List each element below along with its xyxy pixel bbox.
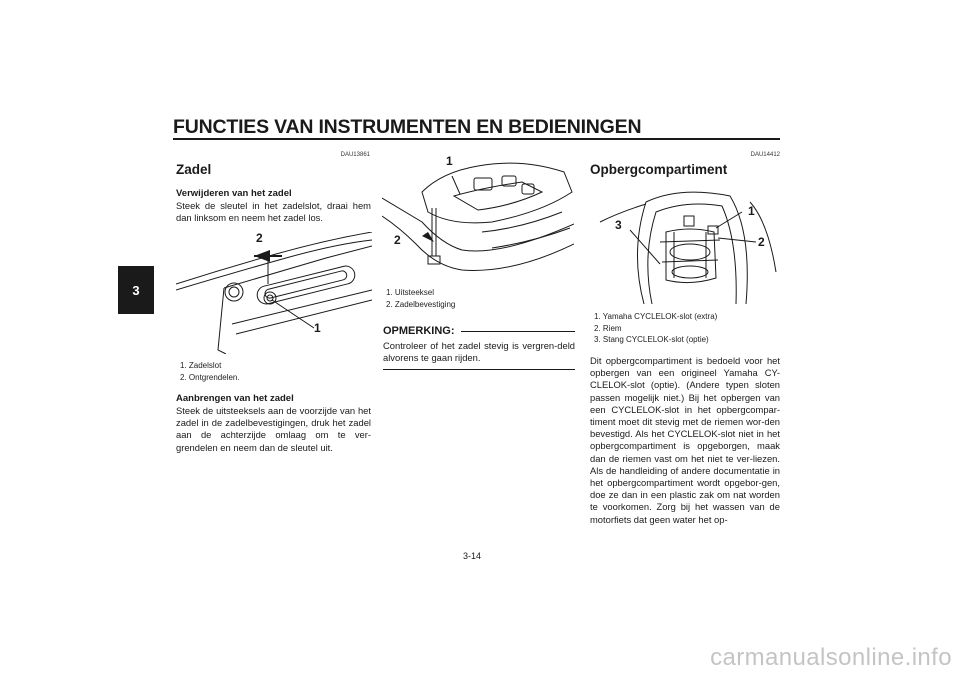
page-number: 3-14 <box>463 551 482 561</box>
caption-item: 1. Zadelslot <box>180 361 222 370</box>
caption-item: 1. Uitsteeksel <box>386 288 435 297</box>
note-heading-label: OPMERKING: <box>383 325 455 337</box>
note-heading-rule <box>461 331 576 332</box>
figure-caption-list <box>386 287 455 310</box>
callout-1-fig2: 1 <box>446 154 453 168</box>
paragraph-install-seat: Steek de uitsteeksels aan de voorzijde van het zadel in de zadelbevestigingen, druk het zadel aan de achterzijde omlaag om te ver-grendelen en neem dan de sleutel uit. <box>176 405 371 453</box>
section-title-opbergcompartiment: Opbergcompartiment <box>590 162 728 177</box>
figure-caption-list <box>594 311 717 346</box>
note-heading <box>383 325 575 337</box>
caption-item: 2. Riem <box>594 323 622 333</box>
caption-item: 2. Ontgrendelen. <box>180 372 240 382</box>
paragraph-storage: Dit opbergcompartiment is bedoeld voor het opbergen van een origineel Yamaha CY-CLELOK-slot (optie). (Andere typen sloten passen mogelijk niet.) Bij het opbergen van een CYCLELOK-slot in het opbergcompar-timent moet dit stevig met de riemen wor-den bevestigd. Als het CYCLELOK-slot niet in het opbergcompartiment is opgeborgen, maak dan de riemen vast om het niet te ver-liezen. Als de handleiding of andere documentatie in het opbergcompartiment wordt opgebor-gen, doe ze dan in een plastic zak om nat worden te voorkomen. Zorg bij het wassen van de motorfiets dat geen water het op- <box>590 355 780 525</box>
note-end-rule <box>383 369 575 370</box>
note-text: Controleer of het zadel stevig is vergren-deld alvorens te gaan rijden. <box>383 340 575 364</box>
callout-1-fig3: 1 <box>748 204 755 218</box>
title-rule <box>173 138 780 140</box>
callout-2-fig3: 2 <box>758 235 765 249</box>
callout-2-fig1: 2 <box>256 231 263 245</box>
section-code: DAU13861 <box>340 152 370 158</box>
figure-storage-compartment <box>590 182 782 304</box>
section-code: DAU14412 <box>750 152 780 158</box>
callout-2-fig2: 2 <box>394 233 401 247</box>
subheading-install-seat: Aanbrengen van het zadel <box>176 393 294 404</box>
callout-1-fig1: 1 <box>314 321 321 335</box>
caption-item: 3. Stang CYCLELOK-slot (optie) <box>594 335 709 344</box>
section-title-zadel: Zadel <box>176 162 212 177</box>
caption-item: 2. Zadelbevestiging <box>386 299 456 309</box>
subheading-remove-seat: Verwijderen van het zadel <box>176 188 292 199</box>
chapter-tab: 3 <box>118 266 154 314</box>
figure-seat-lock <box>176 232 372 354</box>
caption-item: 1. Yamaha CYCLELOK-slot (extra) <box>594 312 718 321</box>
watermark: carmanualsonline.info <box>710 644 952 671</box>
figure-seat-underside <box>382 152 574 280</box>
paragraph-remove-seat: Steek de sleutel in het zadelslot, draai hem dan linksom en neem het zadel los. <box>176 200 371 224</box>
callout-3-fig3: 3 <box>615 218 622 232</box>
page-title: FUNCTIES VAN INSTRUMENTEN EN BEDIENINGEN <box>173 116 642 138</box>
figure-caption-list <box>180 360 240 383</box>
